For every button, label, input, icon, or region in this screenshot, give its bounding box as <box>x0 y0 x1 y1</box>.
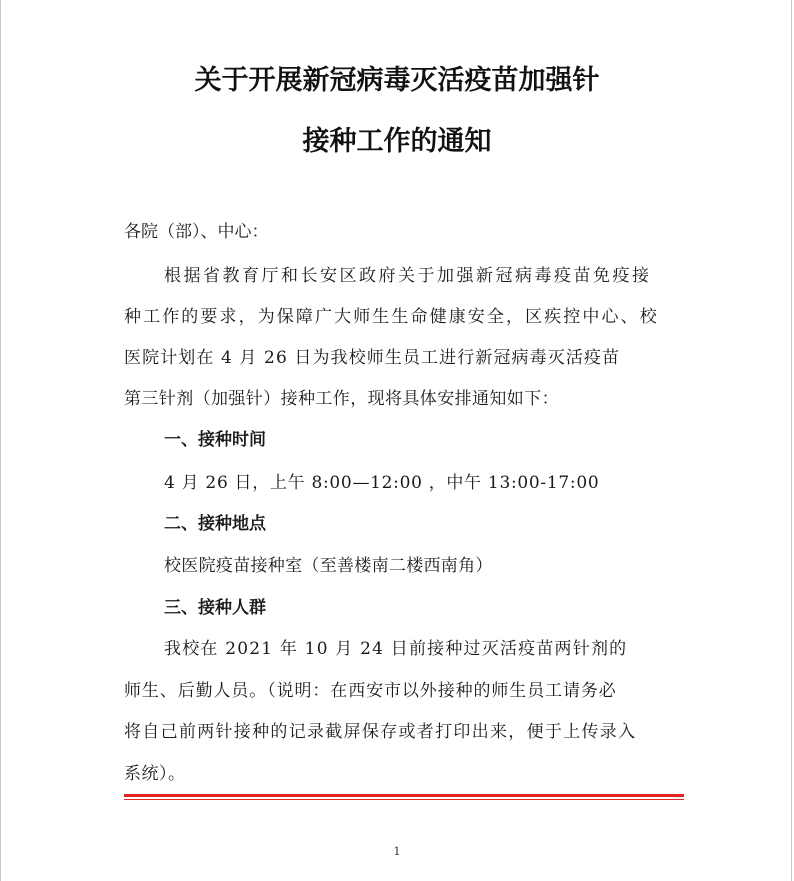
document-title-line-2: 接种工作的通知 <box>302 126 492 157</box>
intro-line-4: 第三针剂（加强针）接种工作，现将具体安排通知如下： <box>124 389 559 409</box>
section-heading-time: 一、接种时间 <box>164 430 266 450</box>
section-content-population-line-3: 将自己前两针接种的记录截屏保存或者打印出来，便于上传录入 <box>124 722 637 742</box>
intro-line-1: 根据省教育厅和长安区政府关于加强新冠病毒疫苗免疫接 <box>164 266 652 286</box>
red-divider-thick <box>124 794 684 797</box>
intro-line-2: 种工作的要求，为保障广大师生生命健康安全，区疾控中心、校 <box>124 307 659 327</box>
section-heading-location: 二、接种地点 <box>164 514 266 534</box>
section-content-time: 4 月 26 日，上午 8:00—12:00 ，中午 13:00-17:00 <box>164 473 600 493</box>
intro-line-3: 医院计划在 4 月 26 日为我校师生员工进行新冠病毒灭活疫苗 <box>124 348 621 368</box>
section-content-population-line-2: 师生、后勤人员。（说明：在西安市以外接种的师生员工请务必 <box>124 681 617 701</box>
section-content-population-line-1: 我校在 2021 年 10 月 24 日前接种过灭活疫苗两针剂的 <box>164 639 628 659</box>
section-content-population-line-4: 系统）。 <box>124 764 186 784</box>
salutation: 各院（部）、中心： <box>124 222 269 242</box>
section-heading-population: 三、接种人群 <box>164 598 266 618</box>
section-content-location: 校医院疫苗接种室（至善楼南二楼西南角） <box>164 556 493 576</box>
page-number: 1 <box>393 845 401 858</box>
document-title-line-1: 关于开展新冠病毒灭活疫苗加强针 <box>194 65 600 96</box>
red-divider-thin <box>124 799 684 800</box>
